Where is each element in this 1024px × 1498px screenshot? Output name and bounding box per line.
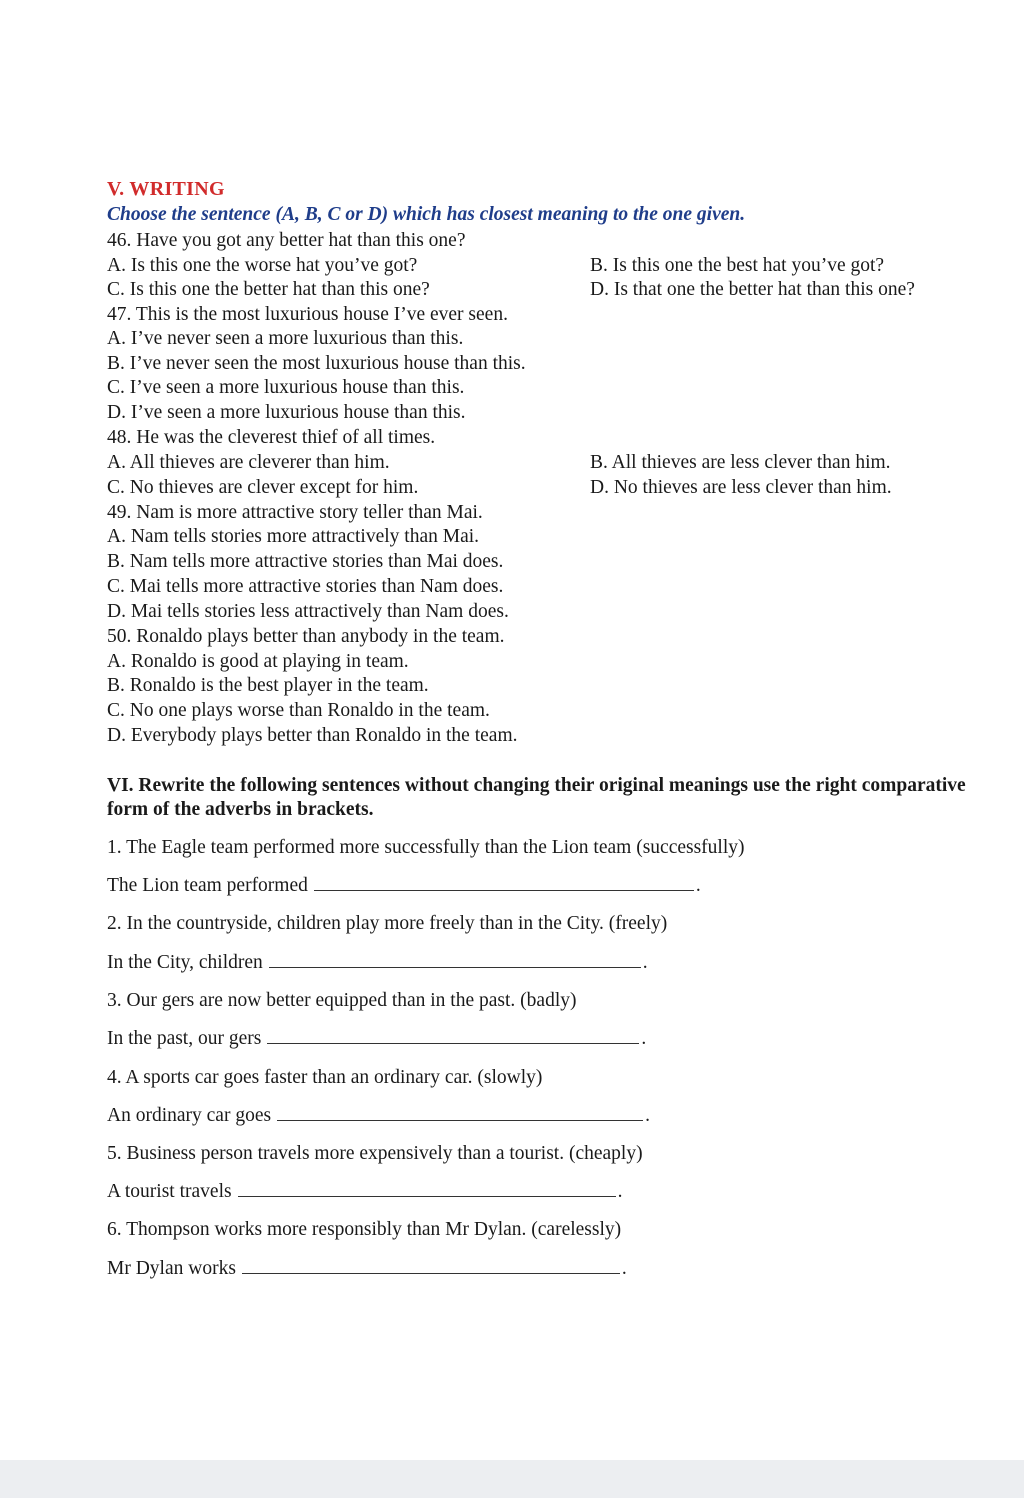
option-49-a: A. Nam tells stories more attractively than Mai. xyxy=(107,526,480,547)
option-48-c: C. No thieves are clever except for him. xyxy=(107,477,419,498)
option-47-c: C. I’ve seen a more luxurious house than this. xyxy=(107,377,465,398)
rewrite-1-end: . xyxy=(695,875,701,896)
section-v-instruction: Choose the sentence (A, B, C or D) which has closest meaning to the one given. xyxy=(107,204,746,225)
question-47: 47. This is the most luxurious house I’ve ever seen. xyxy=(107,304,508,325)
rewrite-6-blank[interactable] xyxy=(242,1257,620,1274)
rewrite-3-end: . xyxy=(641,1028,647,1049)
rewrite-3-blank[interactable] xyxy=(267,1027,639,1044)
rewrite-5-starter: A tourist travels xyxy=(107,1181,232,1202)
option-49-c: C. Mai tells more attractive stories than Nam does. xyxy=(107,576,504,597)
question-48: 48. He was the cleverest thief of all times. xyxy=(107,427,436,448)
rewrite-4-starter: An ordinary car goes xyxy=(107,1105,272,1126)
option-50-a: A. Ronaldo is good at playing in team. xyxy=(107,651,409,672)
rewrite-2-starter: In the City, children xyxy=(107,952,263,973)
bottom-band xyxy=(0,1460,1024,1498)
option-46-b: B. Is this one the best hat you’ve got? xyxy=(590,255,885,276)
option-48-b: B. All thieves are less clever than him. xyxy=(590,452,891,473)
rewrite-4-end: . xyxy=(645,1105,650,1126)
option-48-d: D. No thieves are less clever than him. xyxy=(590,477,892,498)
rewrite-1-prompt: 1. The Eagle team performed more successfully than the Lion team (successfully) xyxy=(107,837,745,858)
option-46-d: D. Is that one the better hat than this one? xyxy=(590,279,915,300)
rewrite-6-end: . xyxy=(621,1258,627,1279)
option-46-a: A. Is this one the worse hat you’ve got? xyxy=(107,255,418,276)
question-49: 49. Nam is more attractive story teller than Mai. xyxy=(107,502,483,523)
rewrite-2-blank[interactable] xyxy=(269,951,641,968)
rewrite-5-end: . xyxy=(617,1181,623,1202)
rewrite-6-prompt: 6. Thompson works more responsibly than Mr Dylan. (carelessly) xyxy=(107,1219,622,1240)
rewrite-2-end: . xyxy=(642,952,648,973)
question-46: 46. Have you got any better hat than this one? xyxy=(107,230,466,251)
rewrite-1-answer-line xyxy=(107,874,701,898)
rewrite-1-starter: The Lion team performed xyxy=(107,875,308,896)
option-47-a: A. I’ve never seen a more luxurious than this. xyxy=(107,328,464,349)
rewrite-5-answer-line xyxy=(107,1180,622,1204)
rewrite-5-prompt: 5. Business person travels more expensively than a tourist. (cheaply) xyxy=(107,1143,643,1164)
question-50: 50. Ronaldo plays better than anybody in the team. xyxy=(107,626,505,647)
rewrite-6-answer-line xyxy=(107,1257,627,1281)
rewrite-3-starter: In the past, our gers xyxy=(107,1028,262,1049)
option-50-b: B. Ronaldo is the best player in the team. xyxy=(107,675,429,696)
rewrite-2-answer-line xyxy=(107,951,648,975)
option-47-d: D. I’ve seen a more luxurious house than this. xyxy=(107,402,466,423)
rewrite-4-blank[interactable] xyxy=(277,1104,643,1121)
rewrite-2-prompt: 2. In the countryside, children play more freely than in the City. (freely) xyxy=(107,913,668,934)
option-48-a: A. All thieves are cleverer than him. xyxy=(107,452,390,473)
rewrite-3-answer-line xyxy=(107,1027,646,1051)
option-49-d: D. Mai tells stories less attractively than Nam does. xyxy=(107,601,509,622)
option-49-b: B. Nam tells more attractive stories than Mai does. xyxy=(107,551,504,572)
rewrite-5-blank[interactable] xyxy=(238,1180,616,1197)
option-50-c: C. No one plays worse than Ronaldo in the team. xyxy=(107,700,490,721)
rewrite-6-starter: Mr Dylan works xyxy=(107,1258,236,1279)
rewrite-4-answer-line xyxy=(107,1104,650,1128)
rewrite-3-prompt: 3. Our gers are now better equipped than in the past. (badly) xyxy=(107,990,577,1011)
rewrite-4-prompt: 4. A sports car goes faster than an ordinary car. (slowly) xyxy=(107,1067,543,1088)
rewrite-1-blank[interactable] xyxy=(314,874,694,891)
option-46-c: C. Is this one the better hat than this one? xyxy=(107,279,430,300)
option-47-b: B. I’ve never seen the most luxurious house than this. xyxy=(107,353,526,374)
section-v-heading: V. WRITING xyxy=(107,178,225,200)
option-50-d: D. Everybody plays better than Ronaldo in the team. xyxy=(107,725,518,746)
section-vi-heading: VI. Rewrite the following sentences without changing their original meanings use the right comparative form of the adverbs in brackets. xyxy=(107,775,966,820)
